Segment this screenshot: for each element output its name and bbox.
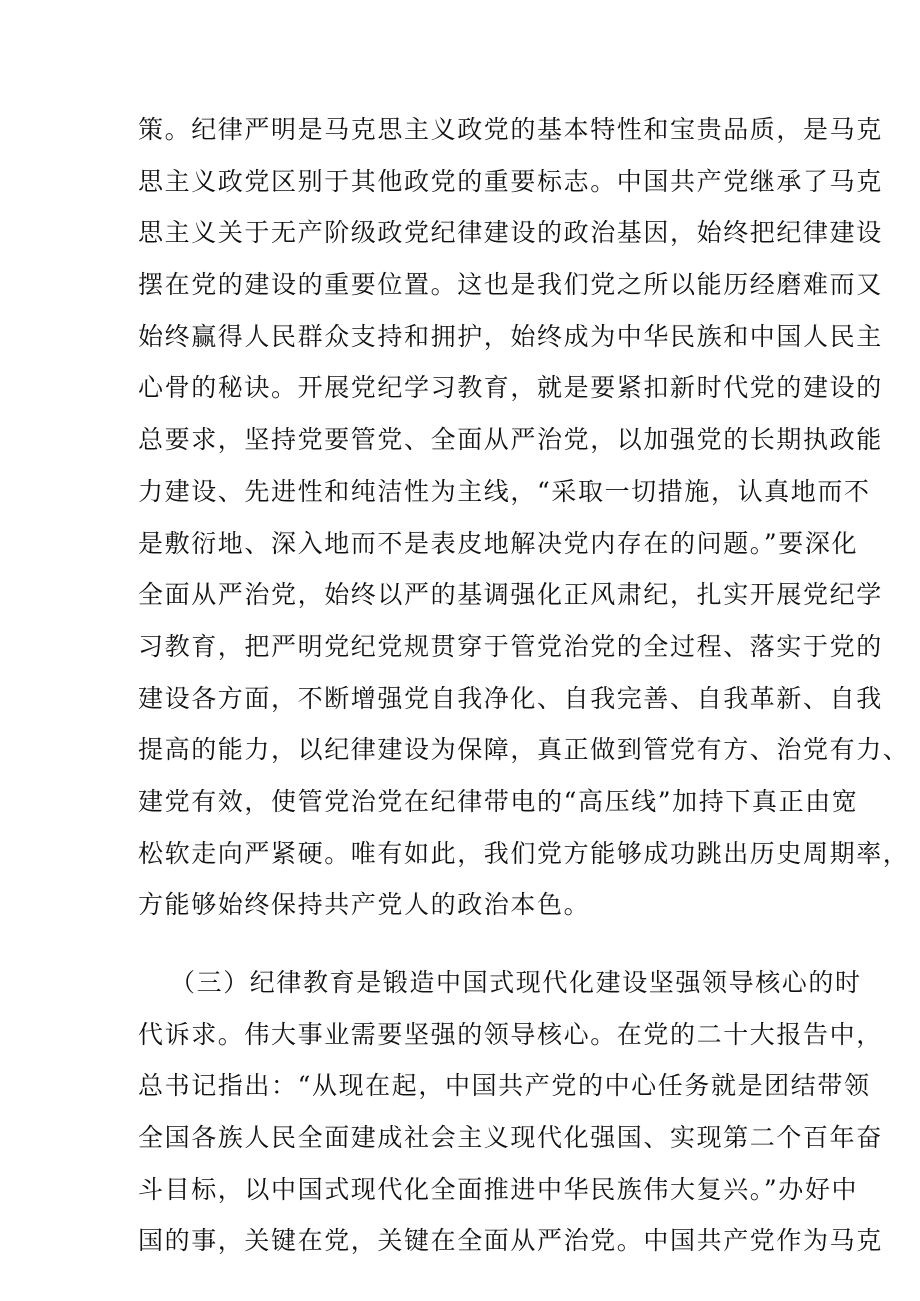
text-line: 建党有效，使管党治党在纪律带电的“高压线”加持下真正由宽 <box>138 786 859 816</box>
text-line: 提高的能力，以纪律建设为保障，真正做到管党有方、治党有力、 <box>138 735 910 765</box>
text-line: 建设各方面，不断增强党自我净化、自我完善、自我革新、自我 <box>138 683 883 713</box>
text-line: 摆在党的建设的重要位置。这也是我们党之所以能历经磨难而又 <box>138 270 883 300</box>
body-text <box>138 104 910 1267</box>
text-line: 斗目标，以中国式现代化全面推进中华民族伟大复兴。”办好中 <box>138 1174 859 1204</box>
text-line: 思主义关于无产阶级政党纪律建设的政治基因，始终把纪律建设 <box>138 218 883 248</box>
text-line: 策。纪律严明是马克思主义政党的基本特性和宝贵品质，是马克 <box>138 115 883 144</box>
text-line: 方能够始终保持共产党人的政治本色。 <box>138 890 591 920</box>
text-line: 全国各族人民全面建成社会主义现代化强国、实现第二个百年奋 <box>138 1123 883 1153</box>
text-line: 全面从严治党，始终以严的基调强化正风肃纪，扎实开展党纪学 <box>138 580 883 610</box>
paragraph-spacing <box>138 931 798 957</box>
text-line: 总要求，坚持党要管党、全面从严治党，以加强党的长期执政能 <box>138 425 883 455</box>
text-line: 总书记指出：“从现在起，中国共产党的中心任务就是团结带领 <box>138 1071 871 1101</box>
paragraph-1 <box>138 104 910 931</box>
text-line: 力建设、先进性和纯洁性为主线，“采取一切措施，认真地而不 <box>138 476 871 506</box>
text-line: 始终赢得人民群众支持和拥护，始终成为中华民族和中国人民主 <box>138 321 883 351</box>
text-line: 是敷衍地、深入地而不是表皮地解决党内存在的问题。”要深化 <box>138 528 859 558</box>
text-line: 心骨的秘诀。开展党纪学习教育，就是要紧扣新时代党的建设的 <box>138 373 883 403</box>
text-line: （三）纪律教育是锻造中国式现代化建设坚强领导核心的时 <box>170 968 862 997</box>
text-line: 松软走向严紧硬。唯有如此，我们党方能够成功跳出历史周期率， <box>138 838 910 868</box>
text-line: 国的事，关键在党，关键在全面从严治党。中国共产党作为马克 <box>138 1226 883 1256</box>
text-line: 思主义政党区别于其他政党的重要标志。中国共产党继承了马克 <box>138 166 883 196</box>
text-line: 习教育，把严明党纪党规贯穿于管党治党的全过程、落实于党的 <box>138 631 883 661</box>
paragraph-2 <box>138 957 883 1267</box>
text-line: 代诉求。伟大事业需要坚强的领导核心。在党的二十大报告中， <box>138 1019 883 1049</box>
